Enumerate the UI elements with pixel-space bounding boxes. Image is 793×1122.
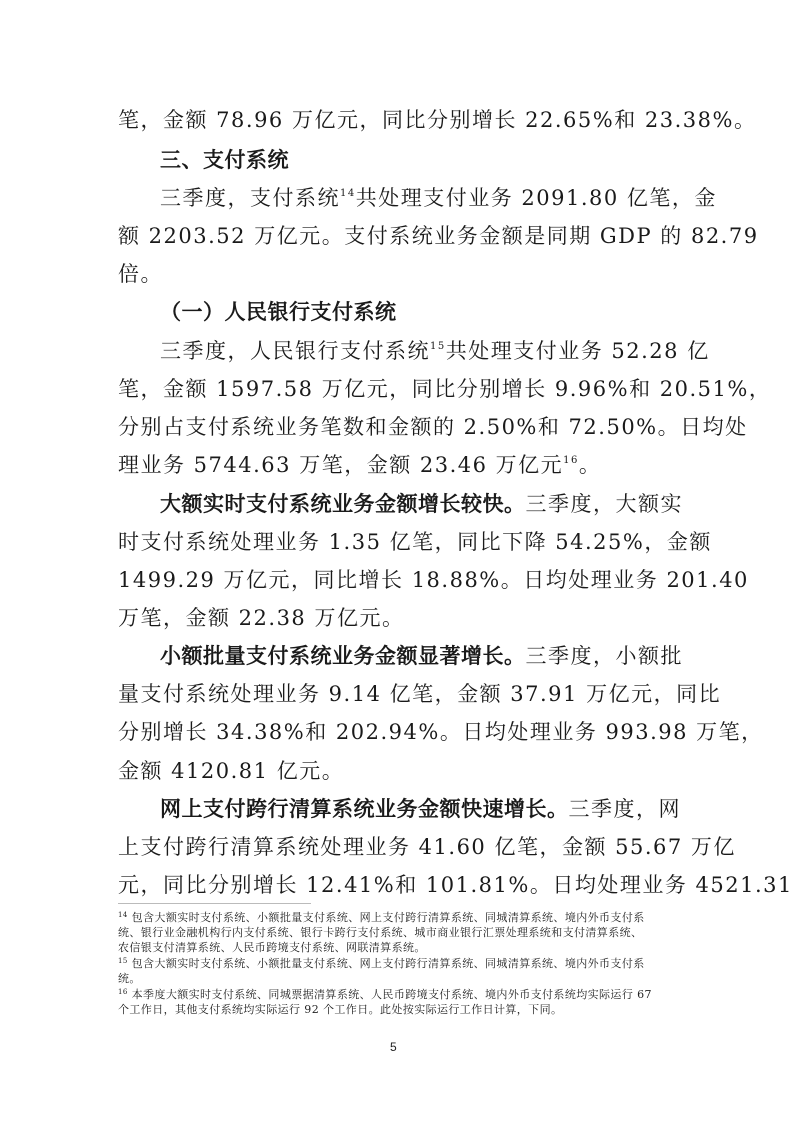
text: 理业务 5744.63 万笔，金额 23.46 万亿元 — [118, 453, 564, 477]
footnote-15 — [118, 956, 678, 971]
paragraph-line: 量支付系统处理业务 9.14 亿笔，金额 37.91 万亿元，同比 — [118, 682, 722, 706]
paragraph-lead: 大额实时支付系统业务金额增长较快。 — [160, 492, 526, 516]
paragraph-line: 金额 4120.81 亿元。 — [118, 759, 345, 783]
section-heading: 三、支付系统 — [160, 148, 289, 172]
paragraph-line: 倍。 — [118, 262, 163, 286]
paragraph-line: 时支付系统处理业务 1.35 亿笔，同比下降 54.25%，金额 — [118, 530, 712, 554]
paragraph-line: 额 2203.52 万亿元。支付系统业务金额是同期 GDP 的 82.79 — [118, 224, 759, 248]
text: 三季度，网 — [568, 797, 681, 821]
footnote-line: 统、银行业金融机构行内支付系统、银行卡跨行支付系统、城市商业银行汇票处理系统和支付清算系统、 — [118, 926, 643, 939]
paragraph-line — [160, 337, 710, 365]
paragraph-line: 元，同比分别增长 12.41%和 101.81%。日均处理业务 4521.31 — [118, 873, 793, 897]
footnote-separator — [118, 903, 311, 904]
paragraph-line — [160, 490, 683, 518]
footnote-ref-15[interactable]: 15 — [430, 341, 446, 352]
paragraph-line — [160, 642, 683, 670]
text: 共处理支付业务 2091.80 亿笔，金 — [355, 186, 717, 210]
paragraph-line — [160, 795, 681, 823]
paragraph-line: 笔，金额 1597.58 万亿元，同比分别增长 9.96%和 20.51%， — [118, 377, 772, 401]
footnote-16 — [118, 987, 678, 1002]
paragraph-line — [160, 184, 717, 212]
text: 三季度，小额批 — [525, 644, 683, 668]
footnote-line: 个工作日，其他支付系统均实际运行 92 个工作日。此处按实际运行工作日计算，下同。 — [118, 1003, 563, 1016]
page-number: 5 — [390, 1040, 397, 1054]
footnote-number: 16 — [118, 988, 128, 996]
footnote-ref-14[interactable]: 14 — [340, 188, 356, 199]
text: 包含大额实时支付系统、小额批量支付系统、网上支付跨行清算系统、同城清算系统、境内外币支付系 — [131, 957, 645, 970]
paragraph-line: 万笔，金额 22.38 万亿元。 — [118, 606, 405, 630]
text: 包含大额实时支付系统、小额批量支付系统、网上支付跨行清算系统、同城清算系统、境内外币支付系 — [131, 911, 645, 924]
body-line: 笔，金额 78.96 万亿元，同比分别增长 22.65%和 23.38%。 — [118, 108, 757, 132]
paragraph-line: 分别占支付系统业务笔数和金额的 2.50%和 72.50%。日均处 — [118, 415, 748, 439]
paragraph-line: 分别增长 34.38%和 202.94%。日均处理业务 993.98 万笔， — [118, 720, 764, 744]
footnote-ref-16[interactable]: 16 — [563, 455, 579, 466]
paragraph-line — [118, 451, 678, 479]
text: 。 — [578, 453, 602, 477]
text: 三季度，支付系统 — [160, 186, 340, 210]
subsection-heading: （一）人民银行支付系统 — [160, 300, 397, 324]
paragraph-lead: 小额批量支付系统业务金额显著增长。 — [160, 644, 526, 668]
text: 本季度大额实时支付系统、同城票据清算系统、人民币跨境支付系统、境内外币支付系统均实际运行 67 — [131, 988, 652, 1001]
text: 三季度，人民银行支付系统 — [160, 339, 430, 363]
footnote-line: 农信银支付清算系统、人民币跨境支付系统、网联清算系统。 — [118, 941, 426, 954]
paragraph-lead: 网上支付跨行清算系统业务金额快速增长。 — [160, 797, 569, 821]
text: 共处理支付业务 52.28 亿 — [445, 339, 710, 363]
footnote-number: 15 — [118, 957, 128, 965]
text: 三季度，大额实 — [525, 492, 683, 516]
footnote-number: 14 — [118, 911, 128, 919]
footnote-line: 统。 — [118, 972, 141, 985]
paragraph-line: 上支付跨行清算系统处理业务 41.60 亿笔，金额 55.67 万亿 — [118, 835, 736, 859]
paragraph-line: 1499.29 万亿元，同比增长 18.88%。日均处理业务 201.40 — [118, 568, 749, 592]
footnote-14 — [118, 910, 678, 925]
